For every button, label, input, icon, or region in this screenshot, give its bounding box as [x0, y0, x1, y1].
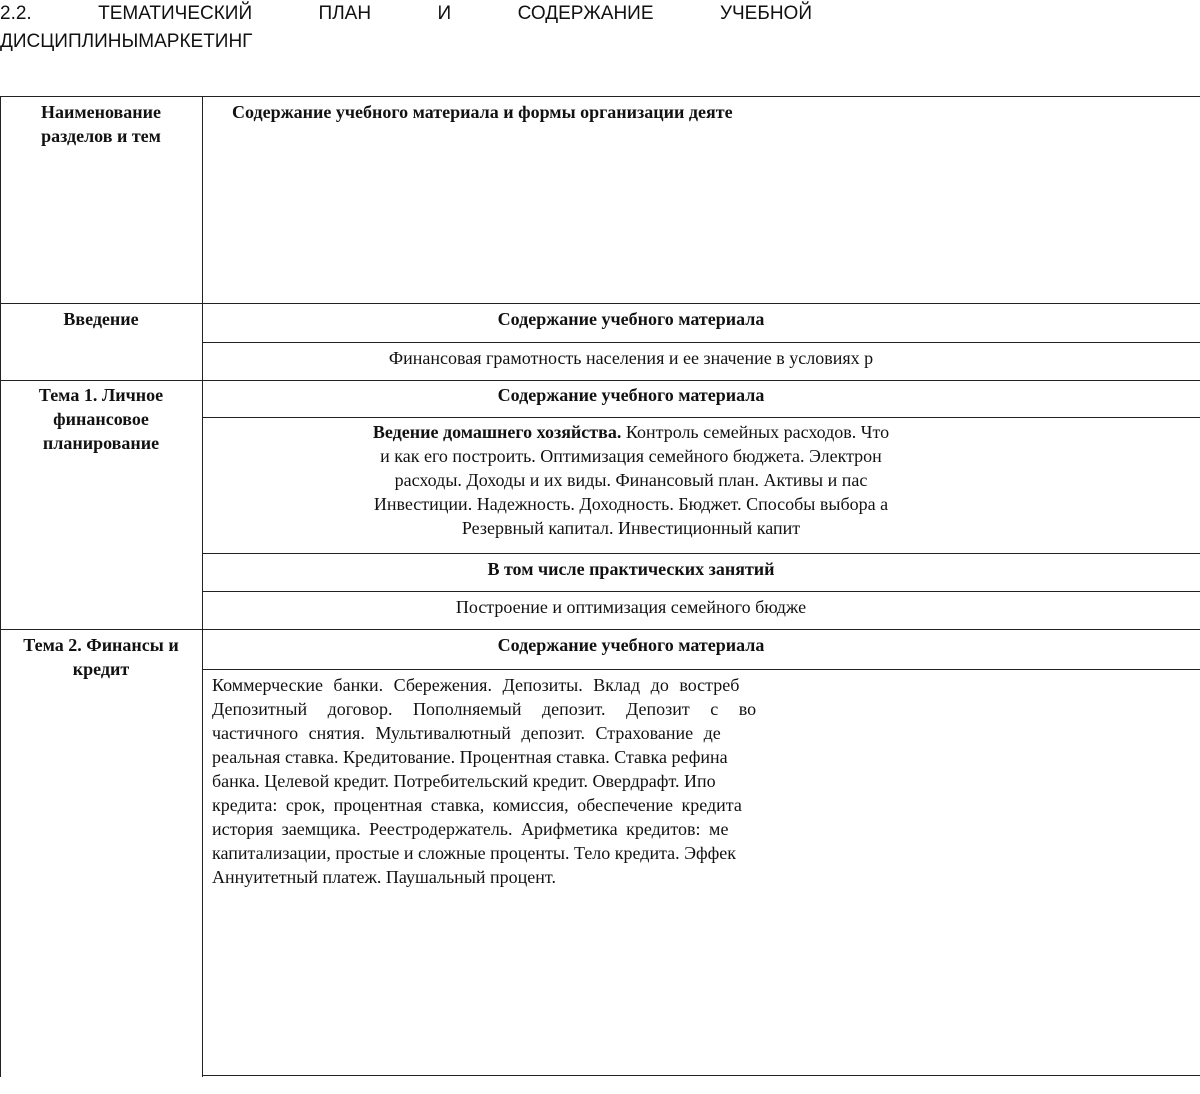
- text-line: Аннуитетный платеж. Паушальный процент.: [212, 867, 556, 887]
- topic-1-title: Тема 1. Личное финансовое планирование: [38, 385, 164, 453]
- practice-text: Построение и оптимизация семейного бюдже: [455, 597, 807, 617]
- heading-word: СОДЕРЖАНИЕ: [517, 3, 654, 24]
- text-line: Инвестиции. Надежность. Доходность. Бюджет. Способы выбора а: [373, 494, 889, 514]
- row-divider: [0, 303, 1200, 304]
- heading-word: ПЛАН: [318, 3, 372, 24]
- row-divider: [0, 380, 1200, 381]
- thematic-plan-table: [0, 96, 890, 1077]
- intro-text: Финансовая грамотность населения и ее значение в условиях р: [388, 348, 874, 368]
- text-line: расходы. Доходы и их виды. Финансовый план. Активы и пас: [394, 470, 868, 490]
- text-line: капитализации, простые и сложные проценты. Тело кредита. Эффек: [212, 843, 736, 863]
- row-divider: [202, 669, 1200, 670]
- row-divider: [0, 629, 1200, 630]
- heading-word: 2.2.: [0, 3, 32, 24]
- text-line: Депозитный договор. Пополняемый депозит. Депозит с во: [212, 699, 757, 719]
- heading-word: УЧЕБНОЙ: [719, 3, 812, 24]
- heading-line-2: ДИСЦИПЛИНЫМАРКЕТИНГ: [0, 31, 253, 52]
- text-line: Контроль семейных расходов. Что: [625, 422, 890, 442]
- topic-2-content: [212, 673, 1172, 889]
- content-label: Содержание учебного материала: [497, 385, 765, 405]
- table-border-top: [0, 96, 1200, 97]
- row-divider: [202, 591, 1200, 592]
- row-divider: [202, 417, 1200, 418]
- text-line: реальная ставка. Кредитование. Процентная ставка. Ставка рефина: [212, 747, 728, 767]
- content-label: Содержание учебного материала: [497, 309, 765, 329]
- column-header-content: Содержание учебного материала и формы организации деяте: [232, 102, 733, 122]
- heading-word: ТЕМАТИЧЕСКИЙ: [98, 3, 253, 24]
- topic-2-title: Тема 2. Финансы и кредит: [23, 635, 179, 679]
- text-line: частичного снятия. Мультивалютный депозит. Страхование де: [212, 723, 721, 743]
- topic-1-content: [206, 420, 1056, 540]
- column-header-topics: Наименование разделов и тем: [41, 102, 161, 146]
- practice-label: В том числе практических занятий: [487, 559, 775, 579]
- section-heading: [0, 0, 816, 56]
- heading-word: И: [437, 3, 452, 24]
- table-border-bottom: [202, 1075, 1200, 1076]
- table-border-left: [0, 96, 1, 1077]
- text-line: банка. Целевой кредит. Потребительский кредит. Овердрафт. Ипо: [212, 771, 716, 791]
- column-divider: [202, 96, 203, 1077]
- content-label: Содержание учебного материала: [497, 635, 765, 655]
- heading-line-1: [0, 0, 816, 28]
- text-line: и как его построить. Оптимизация семейного бюджета. Электрон: [380, 446, 882, 466]
- section-title-intro: Введение: [63, 309, 139, 329]
- text-line: Коммерческие банки. Сбережения. Депозиты. Вклад до востреб: [212, 675, 740, 695]
- row-divider: [202, 553, 1200, 554]
- row-divider: [202, 342, 1200, 343]
- text-line: кредита: срок, процентная ставка, комиссия, обеспечение кредита: [212, 795, 742, 815]
- text-line: Резервный капитал. Инвестиционный капит: [461, 518, 801, 538]
- text-line: история заемщика. Реестродержатель. Арифметика кредитов: ме: [212, 819, 729, 839]
- topic-1-lead: Ведение домашнего хозяйства.: [372, 422, 622, 442]
